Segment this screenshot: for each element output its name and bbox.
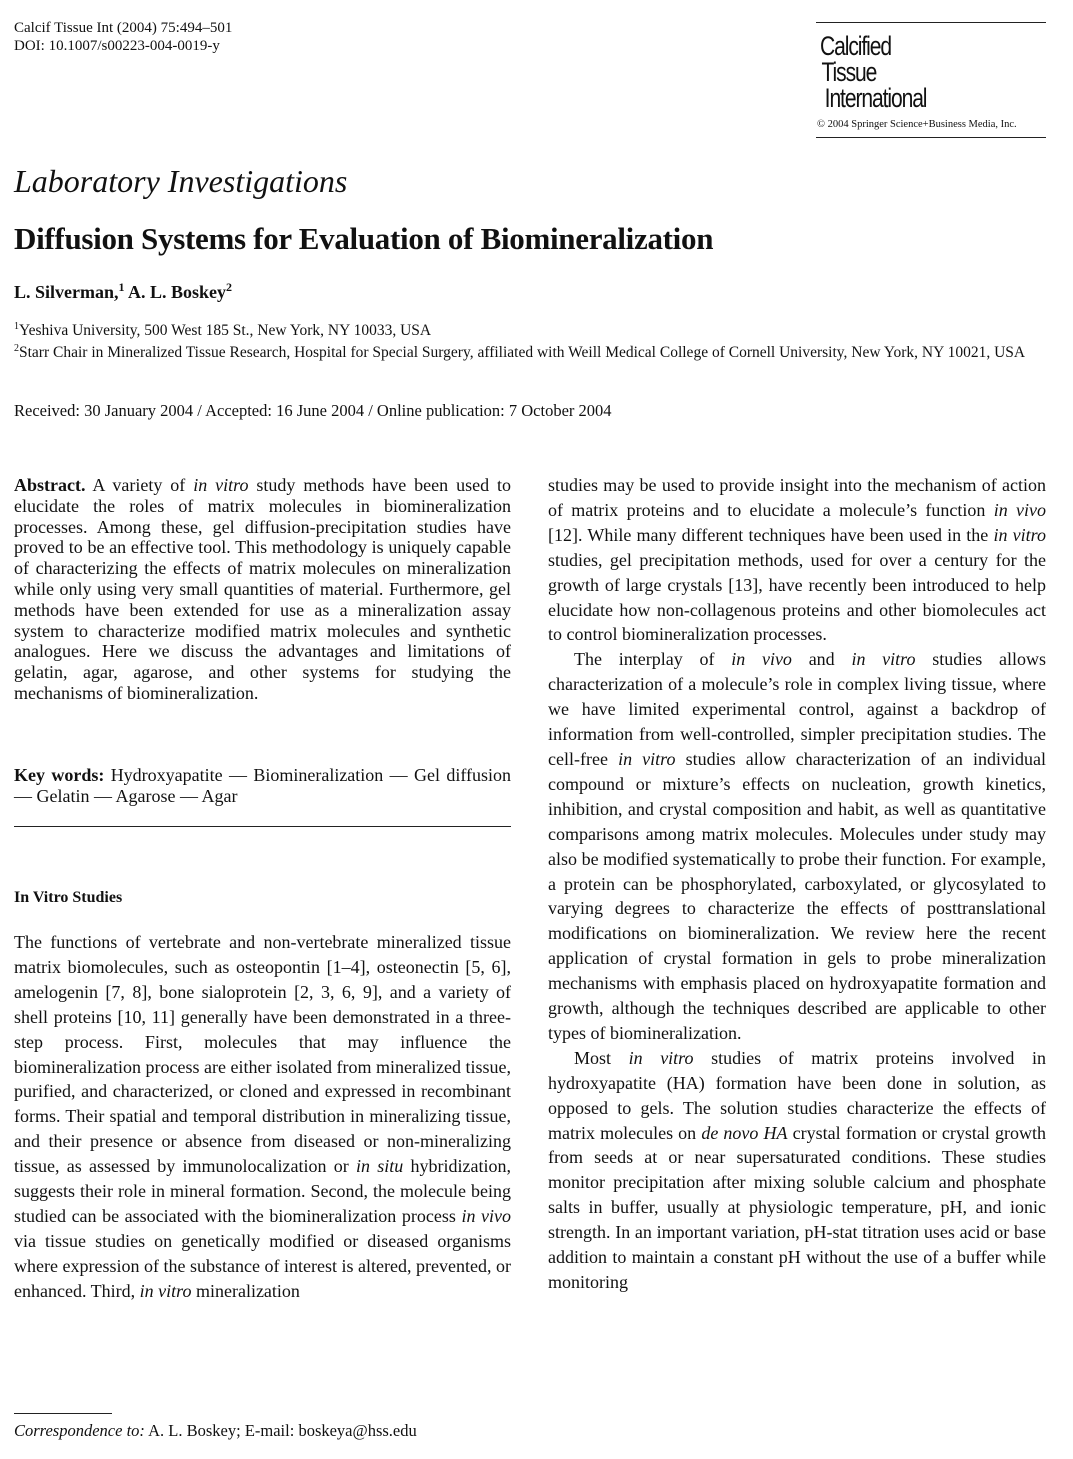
body-text-right (548, 473, 1046, 1295)
affiliation-2: $^2$Starr Chair in Mineralized Tissue Research, Hospital for Special Surgery, affiliated with Weill Medical College of Cornell University, New York, NY 10021, USA (14, 343, 1026, 362)
section-kind: Laboratory Investigations (14, 163, 348, 199)
affiliation-1: $^1$Yeshiva University, 500 West 185 St., New York, NY 10033, USA (14, 321, 432, 340)
body-text-left: The functions of vertebrate and non-vertebrate mineralized tissue matrix biomolecules, such as osteopontin [1–4], osteonectin [5, 6], amelogenin [7, 8], bone sialoprotein [2, 3, 6, 9], and a variety of shell proteins [10, 11] generally have been demonstrated in a three-step process. First, molecules that may influence the biomineralization process are either isolated from mineralized tissue, purified, and characterized, or cloned and expressed in recombinant forms. Their spatial and temporal distribution in mineralizing tissue, and their presence or absence from diseased or non-mineralizing tissue, as assessed by immunolocalization or in situ hybridization, suggests their role in mineral formation. Second, the molecule being studied can be associated with the biomineralization process in vivo via tissue studies on genetically modified or diseased organisms where expression of the substance of interest is altered, prevented, or enhanced. Third, in vitro mineralization (14, 932, 512, 1301)
article-title: Diffusion Systems for Evaluation of Biomineralization (14, 221, 714, 256)
divider (14, 826, 511, 827)
copyright-notice: © 2004 Springer Science+Business Media, Inc. (817, 119, 1017, 130)
footnote-rule (14, 1413, 112, 1414)
author-1: L. Silverman, (14, 282, 119, 302)
paragraph: The interplay of in vivo and in vitro studies allows characterization of a molecule’s role in complex living tissue, where we have limited experimental control, against a backdrop of information from well-controlled, simpler precipitation studies. The cell-free in vitro studies allow characterization of an individual compound or mixture’s effects on nucleation, growth kinetics, inhibition, and crystal composition and habit, as well as quantitative comparisons among matrix molecules. Molecules under study may also be modified systematically to probe their function. For example, a protein can be phosphorylated, carboxylated, or glycosylated to varying degrees to characterize the effects of posttranslational modifications on biomineralization. We review here the recent application of crystal formation in gels to probe mineralization mechanisms with emphasis placed on hydroxyapatite formation and growth, although the techniques described are applicable to other types of biomineralization. (548, 649, 1047, 1043)
abstract-label: Abstract. (14, 475, 86, 495)
publication-dates: Received: 30 January 2004 / Accepted: 16 June 2004 / Online publication: 7 October 2004 (14, 401, 612, 420)
journal-citation: Calcif Tissue Int (2004) 75:494–501 (14, 20, 233, 36)
affiliations (14, 318, 1049, 362)
keywords: Key words: Hydroxyapatite — Biomineralization — Gel diffusion — Gelatin — Agarose — Agar (14, 765, 511, 806)
paragraph: Most in vitro studies of matrix proteins involved in hydroxyapatite (HA) formation have been done in solution, as opposed to gels. The solution studies characterize the effects of matrix molecules on de novo HA crystal formation or crystal growth from seeds at or near supersaturated conditions. These studies monitor precipitation after mixing soluble calcium and phosphate salts in buffer, usually at physiologic temperature, pH, and ionic strength. In an important variation, pH-stat titration uses acid or base addition to maintain a constant pH without the use of a buffer while monitoring (548, 1047, 1047, 1292)
logo-wordmark: Calcified Tissue International (820, 31, 927, 113)
journal-header (14, 19, 232, 55)
doi: DOI: 10.1007/s00223-004-0019-y (14, 38, 220, 54)
paragraph: studies may be used to provide insight into the mechanism of action of matrix proteins and to elucidate a molecule’s function in vivo [12]. While many different techniques have been used in the in vitro studies, gel precipitation methods, used for over a century for the growth of large crystals [13], have recently been introduced to help elucidate how non-collagenous proteins and other biomolecules act to control biomineralization processes. (548, 475, 1047, 645)
author-2: A. L. Boskey (128, 282, 227, 302)
abstract: Abstract. A variety of in vitro study methods have been used to elucidate the roles of matrix molecules in biomineralization processes. Among these, gel diffusion-precipitation studies have proved to be an effective tool. This methodology is uniquely capable of characterizing the effects of matrix molecules on mineralization while only using very small quantities of material. Furthermore, gel methods have been extended for use as a mineralization assay system to characterize modified matrix molecules and synthetic analogues. Here we discuss the advantages and limitations of gelatin, agar, agarose, and other systems for studying the mechanisms of biomineralization. (14, 475, 511, 703)
section-heading: In Vitro Studies (14, 889, 123, 906)
keywords-label: Key words: (14, 765, 105, 785)
journal-logo (816, 22, 1046, 138)
author-list: L. Silverman,$^1$ A. L. Boskey$^2$ (14, 280, 233, 302)
correspondence-footnote: Correspondence to: A. L. Boskey; E-mail: boskeya@hss.edu (14, 1421, 417, 1440)
